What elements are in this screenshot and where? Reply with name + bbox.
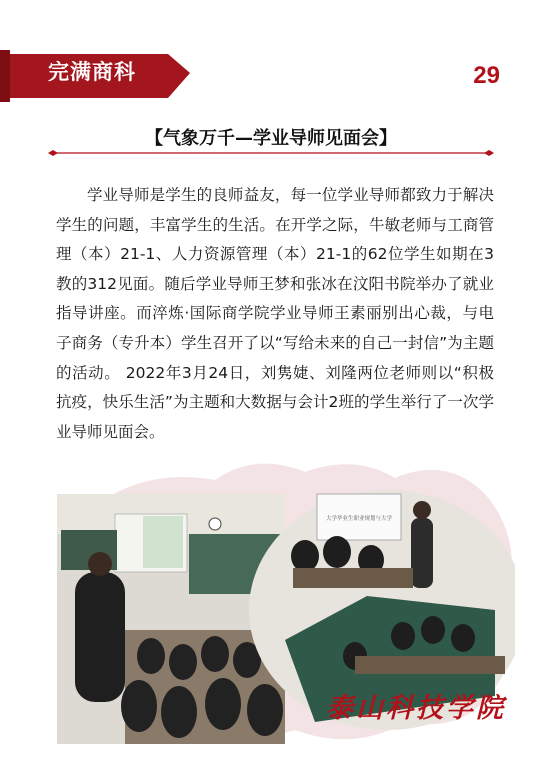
section-banner-label: 完满商科 — [48, 59, 136, 84]
college-brand-mark: 泰山科技学院 — [326, 693, 506, 724]
article-title: 【气象万千—学业导师见面会】 — [145, 128, 397, 149]
title-divider — [48, 150, 494, 156]
projector-slide-text: 大学毕业生职业规划与大学 — [325, 516, 393, 522]
page-number: 29 — [473, 62, 500, 89]
article-paragraph: 学业导师是学生的良师益友，每一位学业导师都致力于解决学生的问题，丰富学生的生活。在开学之际，牛敏老师与工商管理（本）21-1、人力资源管理（本）21-1的62位学生如期在3教的312见面。随后学业导师王梦和张冰在汶阳书院举办了就业指导讲座。而淬炼·国际商学院学业导师王素丽别出心裁，与电子商务（专升本）学生召开了以“写给未来的自己一封信”为主题的活动。 2022年3月24日，刘隽婕、刘隆两位老师则以“积极抗疫，快乐生活”为主题和大数据与会计2班的学生举行了一次学业导师见面会。 — [56, 186, 494, 441]
